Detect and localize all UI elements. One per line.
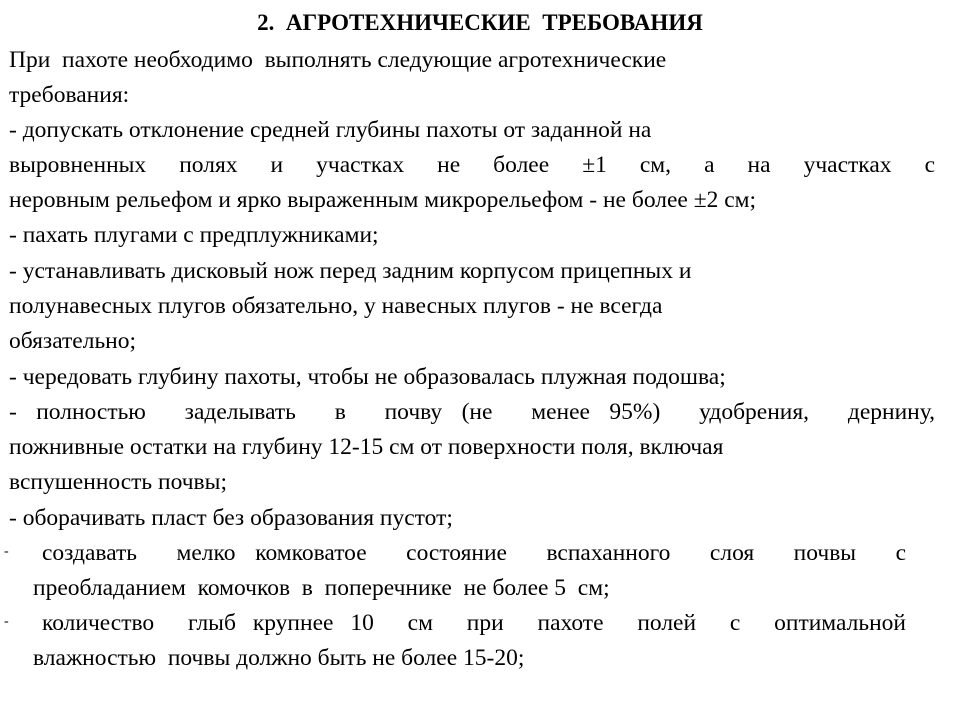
requirement-embed-line-3: вспушенность почвы; bbox=[9, 469, 227, 495]
requirement-disc-knife-line-3: обязательно; bbox=[9, 328, 137, 354]
requirement-depth-line-1: - допускать отклонение средней глубины пахоты от заданной на bbox=[9, 117, 652, 143]
requirement-turn-layer-line: - оборачивать пласт без образования пустот; bbox=[9, 505, 453, 531]
requirement-disc-knife-line-1: - устанавливать дисковый нож перед задним корпусом прицепных и bbox=[9, 258, 692, 284]
requirement-depth-line-2: выровненных полях и участках не более ±1 см, а на участках с bbox=[9, 152, 935, 178]
page-title: 2. АГРОТЕХНИЧЕСКИЕ ТРЕБОВАНИЯ bbox=[257, 10, 703, 35]
sub-item-2-line-1: количество глыб крупнее 10 см при пахоте полей с оптимальной bbox=[42, 610, 906, 636]
intro-line-1: При пахоте необходимо выполнять следующие агротехнические bbox=[9, 47, 667, 73]
requirement-alternate-depth-line: - чередовать глубину пахоты, чтобы не образовалась плужная подошва; bbox=[9, 364, 726, 390]
requirement-plough-line: - пахать плугами с предплужниками; bbox=[9, 222, 379, 248]
sub-item-bullet: - bbox=[4, 614, 9, 629]
intro-line-2: требования: bbox=[9, 82, 130, 108]
sub-item-1-line-2: преобладанием комочков в поперечнике не более 5 см; bbox=[33, 575, 610, 601]
sub-item-2-line-2: влажностью почвы должно быть не более 15-20; bbox=[33, 645, 525, 671]
requirement-disc-knife-line-2: полунавесных плугов обязательно, у навесных плугов - не всегда bbox=[9, 293, 663, 319]
requirement-embed-line-2: пожнивные остатки на глубину 12-15 см от поверхности поля, включая bbox=[9, 434, 724, 460]
requirement-depth-line-3: неровным рельефом и ярко выраженным микрорельефом - не более ±2 см; bbox=[9, 187, 757, 213]
sub-item-1-line-1: создавать мелко комковатое состояние вспаханного слоя почвы с bbox=[42, 540, 906, 566]
requirement-embed-line-1: - полностью заделывать в почву (не менее 95%) удобрения, дернину, bbox=[9, 399, 935, 425]
sub-item-bullet: - bbox=[4, 544, 9, 559]
